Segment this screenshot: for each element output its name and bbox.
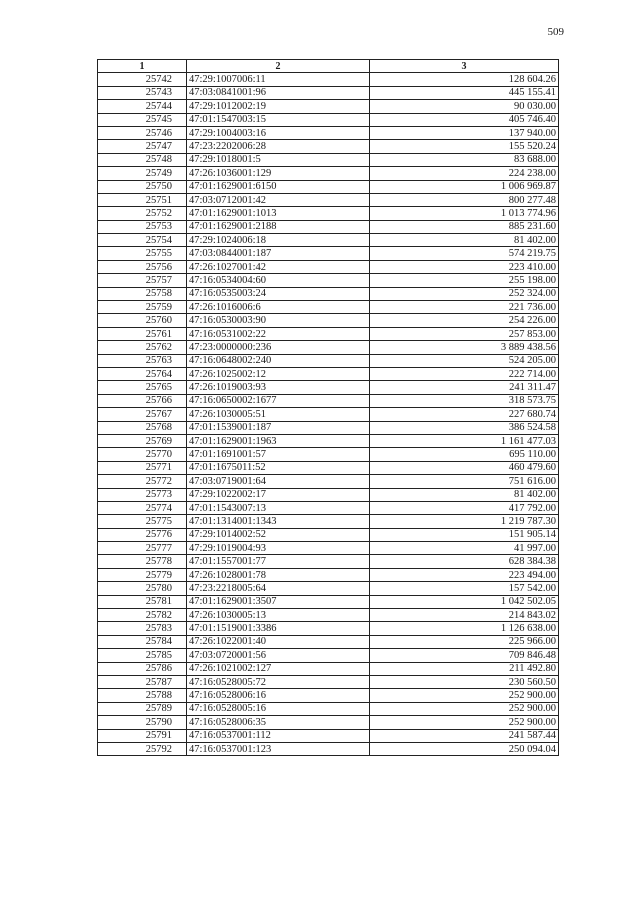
row-number-cell: 25775 xyxy=(98,515,187,528)
value-cell: 709 846.48 xyxy=(370,649,559,662)
table-row xyxy=(98,716,559,729)
column-header-2: 2 xyxy=(187,60,370,73)
row-number-cell: 25789 xyxy=(98,702,187,715)
cadastral-number-cell: 47:01:1629001:6150 xyxy=(187,180,370,193)
cadastral-number-cell: 47:03:0841001:96 xyxy=(187,86,370,99)
cadastral-number-cell: 47:23:2218005:64 xyxy=(187,582,370,595)
cadastral-number-cell: 47:16:0528005:16 xyxy=(187,702,370,715)
cadastral-number-cell: 47:01:1547003:15 xyxy=(187,113,370,126)
row-number-cell: 25753 xyxy=(98,220,187,233)
row-number-cell: 25749 xyxy=(98,167,187,180)
row-number-cell: 25767 xyxy=(98,408,187,421)
table-row xyxy=(98,113,559,126)
row-number-cell: 25788 xyxy=(98,689,187,702)
row-number-cell: 25763 xyxy=(98,354,187,367)
row-number-cell: 25766 xyxy=(98,394,187,407)
table-row xyxy=(98,515,559,528)
cadastral-value-table xyxy=(97,59,559,756)
row-number-cell: 25748 xyxy=(98,153,187,166)
row-number-cell: 25751 xyxy=(98,193,187,206)
table-row xyxy=(98,327,559,340)
cadastral-number-cell: 47:16:0531002:22 xyxy=(187,327,370,340)
value-cell: 214 843.02 xyxy=(370,609,559,622)
cadastral-number-cell: 47:29:1014002:52 xyxy=(187,528,370,541)
table-row xyxy=(98,649,559,662)
value-cell: 211 492.80 xyxy=(370,662,559,675)
table-row xyxy=(98,742,559,755)
cadastral-number-cell: 47:26:1022001:40 xyxy=(187,635,370,648)
cadastral-number-cell: 47:29:1022002:17 xyxy=(187,488,370,501)
value-cell: 90 030.00 xyxy=(370,100,559,113)
table-row xyxy=(98,555,559,568)
value-cell: 222 714.00 xyxy=(370,367,559,380)
row-number-cell: 25768 xyxy=(98,421,187,434)
cadastral-number-cell: 47:01:1519001:3386 xyxy=(187,622,370,635)
cadastral-number-cell: 47:01:1629001:1963 xyxy=(187,434,370,447)
value-cell: 3 889 438.56 xyxy=(370,341,559,354)
row-number-cell: 25778 xyxy=(98,555,187,568)
table-row xyxy=(98,234,559,247)
table-row xyxy=(98,434,559,447)
cadastral-number-cell: 47:26:1030005:13 xyxy=(187,609,370,622)
value-cell: 800 277.48 xyxy=(370,193,559,206)
row-number-cell: 25745 xyxy=(98,113,187,126)
cadastral-number-cell: 47:16:0535003:24 xyxy=(187,287,370,300)
table-row xyxy=(98,461,559,474)
table-row xyxy=(98,73,559,86)
cadastral-number-cell: 47:29:1007006:11 xyxy=(187,73,370,86)
cadastral-number-cell: 47:26:1016006:6 xyxy=(187,301,370,314)
row-number-cell: 25774 xyxy=(98,501,187,514)
table-row xyxy=(98,126,559,139)
table-row xyxy=(98,367,559,380)
page-number: 509 xyxy=(547,26,564,38)
cadastral-number-cell: 47:16:0650002:1677 xyxy=(187,394,370,407)
cadastral-number-cell: 47:26:1021002:127 xyxy=(187,662,370,675)
value-cell: 254 226.00 xyxy=(370,314,559,327)
table-row xyxy=(98,488,559,501)
table-row xyxy=(98,662,559,675)
column-header-3: 3 xyxy=(370,60,559,73)
value-cell: 224 238.00 xyxy=(370,167,559,180)
cadastral-number-cell: 47:16:0537001:123 xyxy=(187,742,370,755)
table-row xyxy=(98,193,559,206)
value-cell: 137 940.00 xyxy=(370,126,559,139)
table-row xyxy=(98,542,559,555)
row-number-cell: 25762 xyxy=(98,341,187,354)
table-body xyxy=(98,73,559,756)
table-row xyxy=(98,622,559,635)
cadastral-number-cell: 47:26:1025002:12 xyxy=(187,367,370,380)
cadastral-number-cell: 47:01:1543007:13 xyxy=(187,501,370,514)
row-number-cell: 25761 xyxy=(98,327,187,340)
row-number-cell: 25760 xyxy=(98,314,187,327)
row-number-cell: 25746 xyxy=(98,126,187,139)
table-row xyxy=(98,180,559,193)
cadastral-number-cell: 47:03:0719001:64 xyxy=(187,475,370,488)
cadastral-number-cell: 47:26:1036001:129 xyxy=(187,167,370,180)
row-number-cell: 25754 xyxy=(98,234,187,247)
value-cell: 252 900.00 xyxy=(370,702,559,715)
table-row xyxy=(98,314,559,327)
table-row xyxy=(98,220,559,233)
value-cell: 524 205.00 xyxy=(370,354,559,367)
row-number-cell: 25776 xyxy=(98,528,187,541)
value-cell: 255 198.00 xyxy=(370,274,559,287)
table-row xyxy=(98,394,559,407)
cadastral-number-cell: 47:29:1019004:93 xyxy=(187,542,370,555)
value-cell: 221 736.00 xyxy=(370,301,559,314)
column-header-1: 1 xyxy=(98,60,187,73)
value-cell: 81 402.00 xyxy=(370,234,559,247)
cadastral-number-cell: 47:26:1027001:42 xyxy=(187,260,370,273)
value-cell: 460 479.60 xyxy=(370,461,559,474)
cadastral-number-cell: 47:01:1629001:3507 xyxy=(187,595,370,608)
cadastral-number-cell: 47:16:0648002:240 xyxy=(187,354,370,367)
table-row xyxy=(98,287,559,300)
value-cell: 1 219 787.30 xyxy=(370,515,559,528)
value-cell: 227 680.74 xyxy=(370,408,559,421)
cadastral-number-cell: 47:01:1629001:1013 xyxy=(187,207,370,220)
table-row xyxy=(98,381,559,394)
cadastral-number-cell: 47:16:0530003:90 xyxy=(187,314,370,327)
table-row xyxy=(98,86,559,99)
cadastral-number-cell: 47:23:2202006:28 xyxy=(187,140,370,153)
value-cell: 157 542.00 xyxy=(370,582,559,595)
row-number-cell: 25781 xyxy=(98,595,187,608)
row-number-cell: 25757 xyxy=(98,274,187,287)
value-cell: 751 616.00 xyxy=(370,475,559,488)
row-number-cell: 25782 xyxy=(98,609,187,622)
table-row xyxy=(98,153,559,166)
cadastral-number-cell: 47:23:0000000:236 xyxy=(187,341,370,354)
row-number-cell: 25772 xyxy=(98,475,187,488)
row-number-cell: 25771 xyxy=(98,461,187,474)
value-cell: 81 402.00 xyxy=(370,488,559,501)
table-row xyxy=(98,354,559,367)
cadastral-number-cell: 47:26:1028001:78 xyxy=(187,568,370,581)
cadastral-number-cell: 47:16:0528006:35 xyxy=(187,716,370,729)
cadastral-number-cell: 47:01:1675011:52 xyxy=(187,461,370,474)
value-cell: 318 573.75 xyxy=(370,394,559,407)
row-number-cell: 25792 xyxy=(98,742,187,755)
row-number-cell: 25787 xyxy=(98,675,187,688)
row-number-cell: 25744 xyxy=(98,100,187,113)
value-cell: 252 324.00 xyxy=(370,287,559,300)
cadastral-number-cell: 47:01:1691001:57 xyxy=(187,448,370,461)
cadastral-number-cell: 47:16:0537001:112 xyxy=(187,729,370,742)
table-row xyxy=(98,582,559,595)
cadastral-number-cell: 47:16:0528005:72 xyxy=(187,675,370,688)
row-number-cell: 25786 xyxy=(98,662,187,675)
value-cell: 252 900.00 xyxy=(370,689,559,702)
value-cell: 417 792.00 xyxy=(370,501,559,514)
table-row xyxy=(98,448,559,461)
value-cell: 241 311.47 xyxy=(370,381,559,394)
table-row xyxy=(98,207,559,220)
table-row xyxy=(98,635,559,648)
cadastral-number-cell: 47:29:1012002:19 xyxy=(187,100,370,113)
value-cell: 405 746.40 xyxy=(370,113,559,126)
cadastral-number-cell: 47:26:1030005:51 xyxy=(187,408,370,421)
value-cell: 151 905.14 xyxy=(370,528,559,541)
cadastral-number-cell: 47:29:1004003:16 xyxy=(187,126,370,139)
table-row xyxy=(98,501,559,514)
cadastral-number-cell: 47:16:0528006:16 xyxy=(187,689,370,702)
row-number-cell: 25790 xyxy=(98,716,187,729)
value-cell: 155 520.24 xyxy=(370,140,559,153)
table-row xyxy=(98,274,559,287)
row-number-cell: 25785 xyxy=(98,649,187,662)
value-cell: 230 560.50 xyxy=(370,675,559,688)
cadastral-number-cell: 47:29:1024006:18 xyxy=(187,234,370,247)
table-row xyxy=(98,595,559,608)
table-row xyxy=(98,260,559,273)
cadastral-number-cell: 47:29:1018001:5 xyxy=(187,153,370,166)
table-row xyxy=(98,167,559,180)
value-cell: 885 231.60 xyxy=(370,220,559,233)
row-number-cell: 25777 xyxy=(98,542,187,555)
value-cell: 1 042 502.05 xyxy=(370,595,559,608)
value-cell: 225 966.00 xyxy=(370,635,559,648)
row-number-cell: 25759 xyxy=(98,301,187,314)
value-cell: 1 006 969.87 xyxy=(370,180,559,193)
value-cell: 695 110.00 xyxy=(370,448,559,461)
row-number-cell: 25780 xyxy=(98,582,187,595)
table-row xyxy=(98,528,559,541)
row-number-cell: 25756 xyxy=(98,260,187,273)
value-cell: 223 410.00 xyxy=(370,260,559,273)
table-row xyxy=(98,568,559,581)
table-row xyxy=(98,301,559,314)
table-header-row xyxy=(98,60,559,73)
value-cell: 257 853.00 xyxy=(370,327,559,340)
value-cell: 41 997.00 xyxy=(370,542,559,555)
row-number-cell: 25769 xyxy=(98,434,187,447)
value-cell: 83 688.00 xyxy=(370,153,559,166)
value-cell: 252 900.00 xyxy=(370,716,559,729)
table-row xyxy=(98,408,559,421)
value-cell: 574 219.75 xyxy=(370,247,559,260)
value-cell: 445 155.41 xyxy=(370,86,559,99)
cadastral-number-cell: 47:03:0712001:42 xyxy=(187,193,370,206)
row-number-cell: 25747 xyxy=(98,140,187,153)
table-row xyxy=(98,341,559,354)
table-row xyxy=(98,100,559,113)
row-number-cell: 25752 xyxy=(98,207,187,220)
value-cell: 1 013 774.96 xyxy=(370,207,559,220)
row-number-cell: 25750 xyxy=(98,180,187,193)
value-cell: 1 126 638.00 xyxy=(370,622,559,635)
value-cell: 1 161 477.03 xyxy=(370,434,559,447)
value-cell: 386 524.58 xyxy=(370,421,559,434)
row-number-cell: 25743 xyxy=(98,86,187,99)
value-cell: 241 587.44 xyxy=(370,729,559,742)
table-row xyxy=(98,421,559,434)
value-cell: 128 604.26 xyxy=(370,73,559,86)
row-number-cell: 25773 xyxy=(98,488,187,501)
cadastral-number-cell: 47:01:1539001:187 xyxy=(187,421,370,434)
cadastral-number-cell: 47:01:1314001:1343 xyxy=(187,515,370,528)
table-row xyxy=(98,702,559,715)
table-row xyxy=(98,609,559,622)
value-cell: 250 094.04 xyxy=(370,742,559,755)
table-row xyxy=(98,475,559,488)
row-number-cell: 25784 xyxy=(98,635,187,648)
value-cell: 628 384.38 xyxy=(370,555,559,568)
cadastral-number-cell: 47:03:0844001:187 xyxy=(187,247,370,260)
cadastral-number-cell: 47:16:0534004:60 xyxy=(187,274,370,287)
row-number-cell: 25783 xyxy=(98,622,187,635)
row-number-cell: 25755 xyxy=(98,247,187,260)
cadastral-number-cell: 47:01:1557001:77 xyxy=(187,555,370,568)
cadastral-number-cell: 47:03:0720001:56 xyxy=(187,649,370,662)
row-number-cell: 25765 xyxy=(98,381,187,394)
table-row xyxy=(98,140,559,153)
row-number-cell: 25742 xyxy=(98,73,187,86)
table-row xyxy=(98,247,559,260)
cadastral-number-cell: 47:01:1629001:2188 xyxy=(187,220,370,233)
row-number-cell: 25764 xyxy=(98,367,187,380)
row-number-cell: 25791 xyxy=(98,729,187,742)
table-row xyxy=(98,689,559,702)
table-row xyxy=(98,729,559,742)
row-number-cell: 25770 xyxy=(98,448,187,461)
row-number-cell: 25758 xyxy=(98,287,187,300)
row-number-cell: 25779 xyxy=(98,568,187,581)
table-row xyxy=(98,675,559,688)
cadastral-number-cell: 47:26:1019003:93 xyxy=(187,381,370,394)
value-cell: 223 494.00 xyxy=(370,568,559,581)
